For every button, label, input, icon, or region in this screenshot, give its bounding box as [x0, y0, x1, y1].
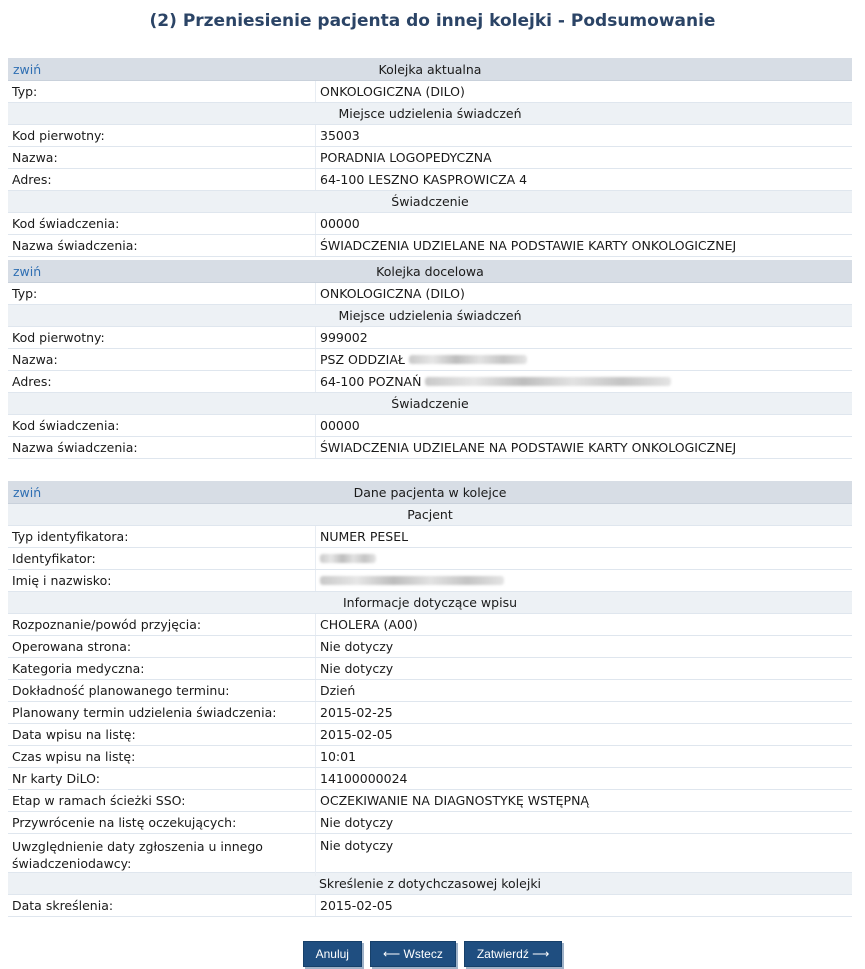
field-value: Nie dotyczy: [315, 658, 852, 679]
current-queue-title: Kolejka aktualna: [378, 61, 482, 77]
field-value: 64-100 LESZNO KASPROWICZA 4: [315, 169, 852, 190]
field-label: Nr karty DiLO:: [12, 771, 101, 786]
target-queue-title: Kolejka docelowa: [376, 263, 484, 279]
field-label: Kategoria medyczna:: [12, 661, 145, 676]
section-subheader: Skreślenie z dotychczasowej kolejki: [8, 873, 852, 895]
field-label: Kod pierwotny:: [12, 330, 105, 345]
field-value: 2015-02-05: [315, 724, 852, 745]
table-row: [8, 327, 852, 349]
field-label: Kod pierwotny:: [12, 128, 105, 143]
current-queue-header: [8, 58, 852, 81]
table-row: [8, 125, 852, 147]
table-row: [8, 147, 852, 169]
section-subheader: Pacjent: [8, 504, 852, 526]
patient-panel: [8, 481, 852, 917]
table-row: [8, 570, 852, 592]
field-label: Nazwa:: [12, 352, 58, 367]
redacted-text: [409, 355, 527, 364]
section-subheader: Świadczenie: [8, 191, 852, 213]
field-value: ŚWIADCZENIA UDZIELANE NA PODSTAWIE KARTY ONKOLOGICZNEJ: [315, 437, 852, 458]
field-label: Imię i nazwisko:: [12, 573, 112, 588]
field-value: Dzień: [315, 680, 852, 701]
table-row: [8, 548, 852, 570]
field-label: Kod świadczenia:: [12, 216, 120, 231]
confirm-button[interactable]: Zatwierdź ⟶: [464, 941, 563, 967]
section-subheader: Świadczenie: [8, 393, 852, 415]
redacted-text: [320, 576, 504, 585]
field-label: Etap w ramach ścieżki SSO:: [12, 793, 186, 808]
table-row: [8, 415, 852, 437]
table-row: [8, 371, 852, 393]
field-value: 00000: [315, 213, 852, 234]
field-label: Czas wpisu na listę:: [12, 749, 136, 764]
patient-header: [8, 481, 852, 504]
field-label: Typ:: [12, 286, 38, 301]
target-queue-header: [8, 260, 852, 283]
table-row: [8, 81, 852, 103]
field-value: CHOLERA (A00): [315, 614, 852, 635]
table-row: [8, 812, 852, 834]
field-label: Nazwa świadczenia:: [12, 440, 138, 455]
target-address-text: 64-100 POZNAŃ: [320, 374, 422, 389]
field-value: 35003: [315, 125, 852, 146]
table-row: [8, 636, 852, 658]
field-value: 00000: [315, 415, 852, 436]
field-value: ONKOLOGICZNA (DILO): [315, 81, 852, 102]
target-queue-panel: [8, 260, 852, 459]
field-label: Adres:: [12, 374, 52, 389]
patient-title: Dane pacjenta w kolejce: [353, 484, 507, 500]
field-value: Nie dotyczy: [315, 636, 852, 657]
section-subheader: Miejsce udzielenia świadczeń: [8, 103, 852, 125]
section-subheader: Informacje dotyczące wpisu: [8, 592, 852, 614]
field-label: Adres:: [12, 172, 52, 187]
action-buttons: [0, 941, 865, 967]
table-row: [8, 349, 852, 371]
field-label: Nazwa:: [12, 150, 58, 165]
table-row: [8, 746, 852, 768]
field-value: NUMER PESEL: [315, 526, 852, 547]
page-title: (2) Przeniesienie pacjenta do innej kolejki - Podsumowanie: [149, 11, 716, 31]
field-label: Planowany termin udzielenia świadczenia:: [12, 705, 277, 720]
field-value: OCZEKIWANIE NA DIAGNOSTYKĘ WSTĘPNĄ: [315, 790, 852, 811]
cancel-button[interactable]: Anuluj: [303, 941, 362, 967]
field-label: Operowana strona:: [12, 639, 132, 654]
table-row: [8, 895, 852, 917]
collapse-patient-toggle[interactable]: zwiń: [13, 484, 42, 500]
table-row: [8, 437, 852, 459]
field-value: [315, 548, 852, 569]
table-row: [8, 790, 852, 812]
field-value: ONKOLOGICZNA (DILO): [315, 283, 852, 304]
table-row: [8, 169, 852, 191]
redacted-text: [320, 554, 376, 563]
current-queue-panel: [8, 58, 852, 257]
field-value: PORADNIA LOGOPEDYCZNA: [315, 147, 852, 168]
back-button[interactable]: ⟵ Wstecz: [370, 941, 456, 967]
table-row: [8, 658, 852, 680]
field-value: [315, 570, 852, 591]
target-name-text: PSZ ODDZIAŁ: [320, 352, 405, 367]
field-label: Data wpisu na listę:: [12, 727, 136, 742]
field-label: Nazwa świadczenia:: [12, 238, 138, 253]
field-label: Uwzględnienie daty zgłoszenia u innego świadczeniodawcy:: [12, 839, 263, 871]
table-row: [8, 235, 852, 257]
field-label: Data skreślenia:: [12, 898, 114, 913]
entry-info-rows: [8, 614, 852, 873]
field-label: Typ:: [12, 84, 38, 99]
field-value: Nie dotyczy: [315, 812, 852, 833]
table-row: [8, 614, 852, 636]
field-label: Rozpoznanie/powód przyjęcia:: [12, 617, 202, 632]
field-value: 999002: [315, 327, 852, 348]
field-label: Typ identyfikatora:: [12, 529, 129, 544]
field-value: Nie dotyczy: [315, 834, 852, 876]
table-row: [8, 526, 852, 548]
collapse-current-toggle[interactable]: zwiń: [13, 61, 42, 77]
table-row: [8, 213, 852, 235]
field-value: [315, 371, 852, 392]
field-value: 2015-02-05: [315, 895, 852, 916]
section-subheader: Miejsce udzielenia świadczeń: [8, 305, 852, 327]
field-label: Kod świadczenia:: [12, 418, 120, 433]
field-value: 14100000024: [315, 768, 852, 789]
field-value: 2015-02-25: [315, 702, 852, 723]
redacted-text: [425, 377, 671, 386]
field-value: ŚWIADCZENIA UDZIELANE NA PODSTAWIE KARTY ONKOLOGICZNEJ: [315, 235, 852, 256]
table-row: [8, 702, 852, 724]
field-value: 10:01: [315, 746, 852, 767]
table-row: [8, 768, 852, 790]
table-row: [8, 680, 852, 702]
table-row: [8, 834, 852, 873]
field-label: Przywrócenie na listę oczekujących:: [12, 815, 237, 830]
collapse-target-toggle[interactable]: zwiń: [13, 263, 42, 279]
field-label: Identyfikator:: [12, 551, 96, 566]
table-row: [8, 283, 852, 305]
field-value: [315, 349, 852, 370]
table-row: [8, 724, 852, 746]
field-label: Dokładność planowanego terminu:: [12, 683, 230, 698]
